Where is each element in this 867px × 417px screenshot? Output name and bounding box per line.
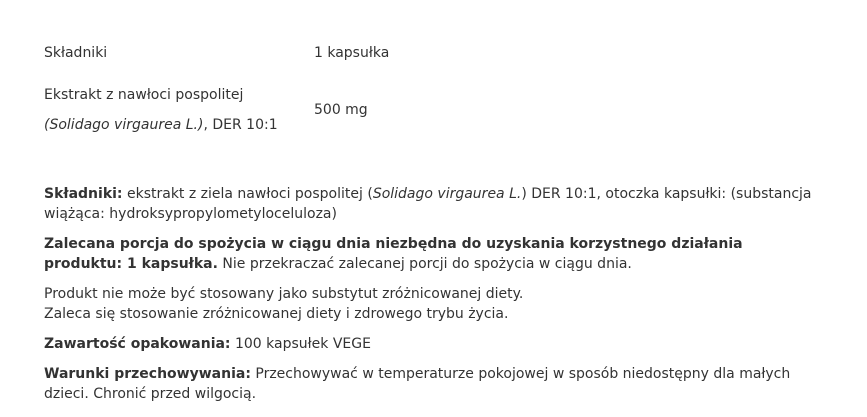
storage-paragraph bbox=[44, 364, 824, 404]
table-row bbox=[44, 81, 524, 141]
table-header-row bbox=[44, 37, 524, 69]
ingredients-paragraph bbox=[44, 184, 824, 224]
content-paragraph bbox=[44, 334, 824, 354]
warning-line2: Zaleca się stosowanie zróżnicowanej diety i zdrowego trybu życia. bbox=[44, 306, 509, 322]
storage-label: Warunki przechowywania: bbox=[44, 366, 251, 382]
latin-name: (Solidago virgaurea L.) bbox=[44, 117, 204, 133]
dosage-paragraph bbox=[44, 234, 824, 274]
dosage-text: Nie przekraczać zalecanej porcji do spożycia w ciągu dnia. bbox=[217, 256, 632, 272]
ingredients-text-a: ekstrakt z ziela nawłoci pospolitej ( bbox=[122, 186, 373, 202]
header-serving: 1 kapsułka bbox=[314, 45, 390, 61]
warning-line1: Produkt nie może być stosowany jako substytut zróżnicowanej diety. bbox=[44, 286, 524, 302]
ingredients-label: Składniki: bbox=[44, 186, 123, 202]
product-info bbox=[44, 184, 824, 414]
ingredient-latin-name bbox=[44, 117, 278, 133]
der-ratio: , DER 10:1 bbox=[203, 117, 278, 133]
content-label: Zawartość opakowania: bbox=[44, 336, 231, 352]
ingredients-latin: Solidago virgaurea L. bbox=[372, 186, 522, 202]
ingredients-text-b: ) DER 10:1, otoczka kapsułki: (substancja wiążąca: hydroksypropylometyloceluloza) bbox=[44, 186, 812, 222]
warning-paragraph bbox=[44, 284, 824, 324]
dosage-label: Zalecana porcja do spożycia w ciągu dnia niezbędna do uzyskania korzystnego działania produktu: 1 kapsułka. bbox=[44, 236, 743, 272]
header-ingredients: Składniki bbox=[44, 45, 108, 61]
storage-text: Przechowywać w temperaturze pokojowej w sposób niedostępny dla małych dzieci. Chronić przed wilgocią. bbox=[44, 366, 791, 402]
ingredient-name: Ekstrakt z nawłoci pospolitej bbox=[44, 87, 244, 103]
ingredient-amount: 500 mg bbox=[314, 102, 368, 118]
content-text: 100 kapsułek VEGE bbox=[230, 336, 371, 352]
